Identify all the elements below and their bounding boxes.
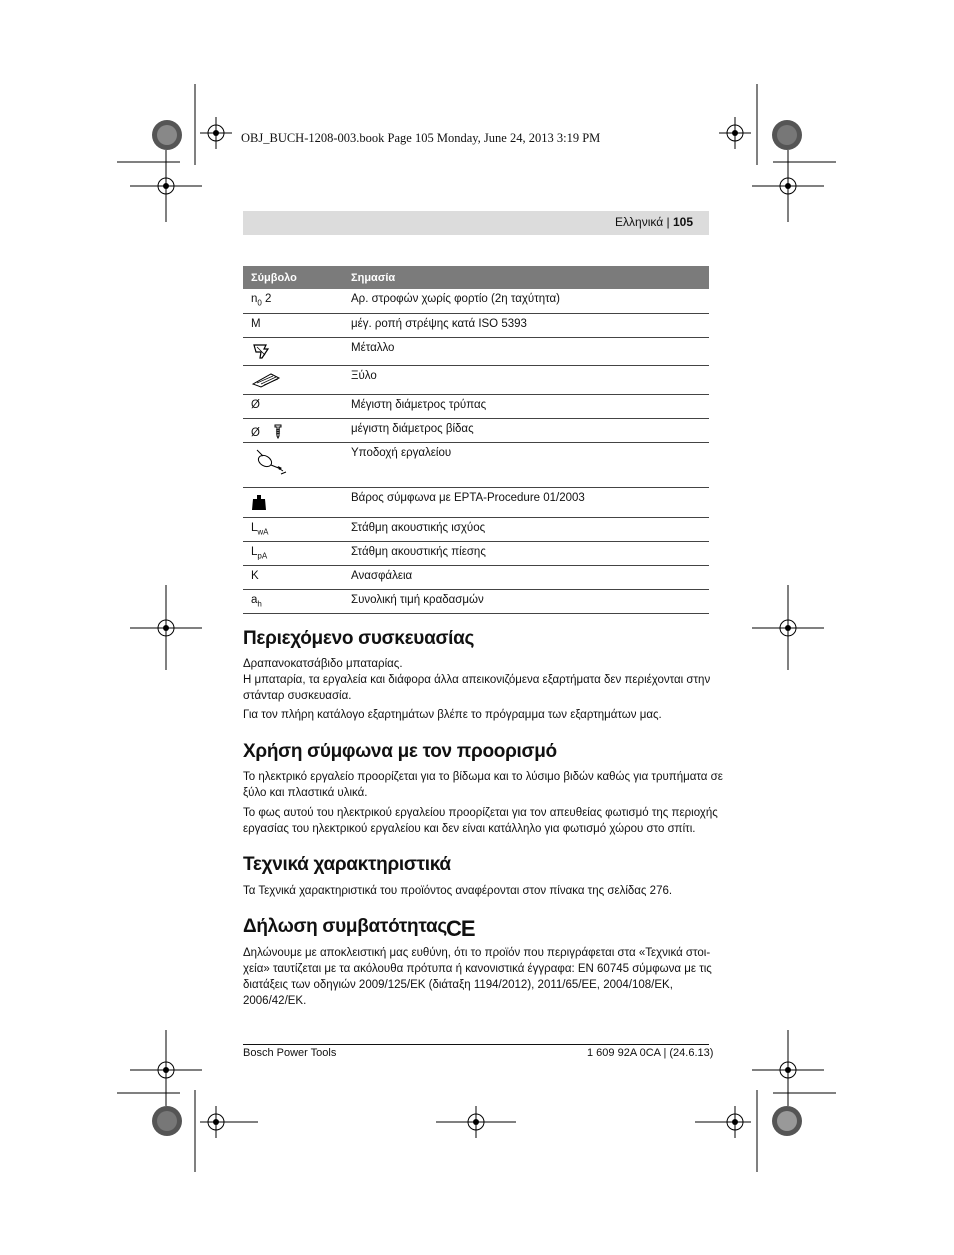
meaning-cell: Στάθμη ακουστικής ισχύος xyxy=(343,517,709,541)
symbol-cell xyxy=(243,337,343,365)
symbol-cell xyxy=(243,487,343,517)
symbol-cell: $L_{pA}$ xyxy=(243,541,343,565)
conformity-line-1: Δηλώνουμε με αποκλειστική μας ευθύνη, ότι το προϊόν που περιγράφεται στα «Τεχνικά στοι- xyxy=(243,947,711,959)
footer-brand: Bosch Power Tools xyxy=(243,1047,337,1059)
table-row xyxy=(243,394,709,418)
intended-use-line-1: Το ηλεκτρικό εργαλείο προορίζεται για το βίδωμα και το λύσιμο βιδών καθώς για τρυπήματα σε xyxy=(243,771,723,783)
conformity-line-4: 2006/42/ΕΚ. xyxy=(243,995,307,1007)
symbol-cell: $L_{wA}$ xyxy=(243,517,343,541)
header-separator: | xyxy=(666,215,670,229)
contents-line-3: στάνταρ συσκευασία. xyxy=(243,690,352,702)
meaning-cell: Ξύλο xyxy=(343,365,709,394)
symbol-table xyxy=(243,266,709,614)
col-header-symbol: Σύμβολο xyxy=(243,266,343,289)
table-row xyxy=(243,442,709,487)
meaning-cell: μέγιστη διάμετρος βίδας xyxy=(343,418,709,442)
table-row xyxy=(243,517,709,541)
section-title-conformity: Δήλωση συμβατότητας xyxy=(243,916,447,937)
header-language: Ελληνικά xyxy=(615,215,664,229)
meaning-cell: Αρ. στροφών χωρίς φορτίο (2η ταχύτητα) xyxy=(343,289,709,313)
conformity-line-2: χεία» ταυτίζεται με τα ακόλουθα πρότυπα ή κανονιστικά έγγραφα: EN 60745 σύμφωνα με τις xyxy=(243,963,712,975)
table-row xyxy=(243,565,709,589)
meaning-cell: Μέγιστη διάμετρος τρύπας xyxy=(343,394,709,418)
symbol-cell: K xyxy=(243,565,343,589)
symbol-cell: $a_h$ xyxy=(243,589,343,613)
contents-paragraph-2: Για τον πλήρη κατάλογο εξαρτημάτων βλέπε το πρόγραμμα των εξαρτημάτων μας. xyxy=(243,709,662,721)
meaning-cell: Μέταλλο xyxy=(343,337,709,365)
wood-icon xyxy=(251,370,281,388)
symbol-cell xyxy=(243,365,343,394)
conformity-line-3: διατάξεις των οδηγιών 2009/125/ΕΚ (διάταξη 1194/2012), 2011/65/ΕΕ, 2004/108/ΕΚ, xyxy=(243,979,673,991)
meaning-cell: μέγ. ροπή στρέψης κατά ISO 5393 xyxy=(343,313,709,337)
table-row xyxy=(243,487,709,517)
screw-icon xyxy=(271,423,285,439)
meaning-cell: Συνολική τιμή κραδασμών xyxy=(343,589,709,613)
weight-icon xyxy=(251,492,269,512)
metal-icon xyxy=(251,342,271,360)
section-title-intended-use: Χρήση σύμφωνα με τον προορισμό xyxy=(243,741,557,762)
intended-use-line-3: Το φως αυτού του ηλεκτρικού εργαλείου προορίζεται για τον απευθείας φωτισμό της περιοχής xyxy=(243,807,718,819)
tool-holder-icon xyxy=(251,447,291,479)
page-header xyxy=(243,211,709,235)
table-row xyxy=(243,589,709,613)
symbol-cell: M xyxy=(243,313,343,337)
header-text xyxy=(615,215,693,229)
meaning-cell: Βάρος σύμφωνα με EPTA-Procedure 01/2003 xyxy=(343,487,709,517)
meaning-cell: Στάθμη ακουστικής πίεσης xyxy=(343,541,709,565)
intended-use-line-2: ξύλο και πλαστικά υλικά. xyxy=(243,787,368,799)
ce-mark-logo: CE xyxy=(446,916,475,941)
symbol-cell xyxy=(243,442,343,487)
contents-line-2: Η μπαταρία, τα εργαλεία και διάφορα άλλα απεικονιζόμενα εξαρτήματα δεν περιέχονται στην xyxy=(243,674,711,686)
section-title-technical-data: Τεχνικά χαρακτηριστικά xyxy=(243,854,451,875)
table-row xyxy=(243,289,709,313)
footer-divider xyxy=(243,1044,709,1045)
col-header-meaning: Σημασία xyxy=(343,266,709,289)
contents-line-1: Δραπανοκατσάβιδο μπαταρίας. xyxy=(243,658,403,670)
intended-use-line-4: εργασίας του ηλεκτρικού εργαλείου και δεν είναι κατάλληλο για φωτισμό χώρου στο σπίτι. xyxy=(243,823,696,835)
symbol-cell: Ø xyxy=(243,418,343,442)
section-title-contents: Περιεχόμενο συσκευασίας xyxy=(243,628,475,649)
symbol-cell: $n_0$ 2 xyxy=(243,289,343,313)
table-row xyxy=(243,313,709,337)
technical-data-paragraph: Τα Τεχνικά χαρακτηριστικά του προϊόντος αναφέρονται στον πίνακα της σελίδας 276. xyxy=(243,885,673,897)
table-row xyxy=(243,418,709,442)
printer-info-line: OBJ_BUCH-1208-003.book Page 105 Monday, June 24, 2013 3:19 PM xyxy=(241,131,601,145)
meaning-cell: Ανασφάλεια xyxy=(343,565,709,589)
table-row xyxy=(243,365,709,394)
table-row xyxy=(243,541,709,565)
meaning-cell: Υποδοχή εργαλείου xyxy=(343,442,709,487)
table-row xyxy=(243,337,709,365)
table-header-row xyxy=(243,266,709,289)
footer-doc-number: 1 609 92A 0CA | (24.6.13) xyxy=(587,1047,714,1059)
symbol-cell: Ø xyxy=(243,394,343,418)
header-page-number: 105 xyxy=(672,215,693,229)
